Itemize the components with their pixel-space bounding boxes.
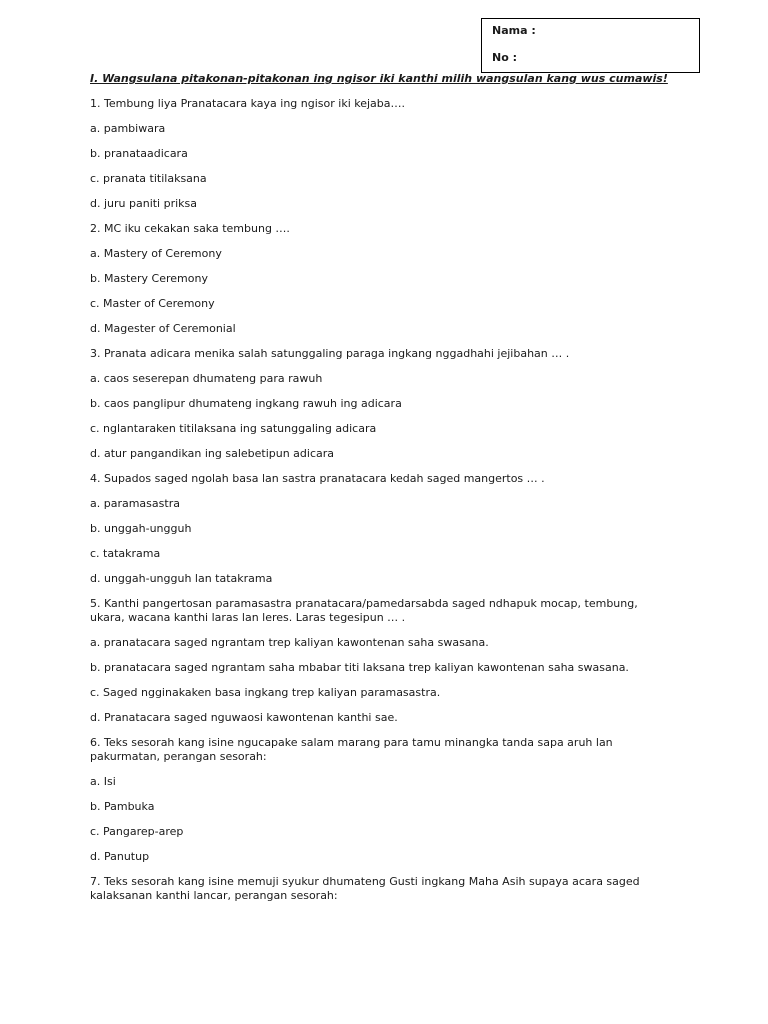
question-3-option-c: c. nglantaraken titilaksana ing satunggaling adicara [90, 422, 377, 435]
question-1-option-d: d. juru paniti priksa [90, 197, 198, 210]
question-6-option-c: c. Pangarep-arep [90, 825, 184, 838]
question-3: 3. Pranata adicara menika salah satunggaling paraga ingkang nggadhahi jejibahan … . [90, 347, 570, 360]
question-2-option-d: d. Magester of Ceremonial [90, 322, 236, 335]
question-4: 4. Supados saged ngolah basa lan sastra pranatacara kedah saged mangertos … . [90, 472, 545, 485]
question-1-option-b: b. pranataadicara [90, 147, 188, 160]
question-6-option-b: b. Pambuka [90, 800, 155, 813]
question-2-option-c: c. Master of Ceremony [90, 297, 215, 310]
question-4-option-a: a. paramasastra [90, 497, 180, 510]
instruction-heading: I. Wangsulana pitakonan-pitakonan ing ngisor iki kanthi milih wangsulan kang wus cumawis! [90, 72, 668, 85]
question-6: 6. Teks sesorah kang isine ngucapake salam marang para tamu minangka tanda sapa aruh lan pakurmatan, perangan sesorah: [90, 736, 613, 763]
question-2: 2. MC iku cekakan saka tembung …. [90, 222, 290, 235]
question-6-option-d: d. Panutup [90, 850, 150, 863]
question-4-option-c: c. tatakrama [90, 547, 161, 560]
question-4-option-d: d. unggah-ungguh lan tatakrama [90, 572, 273, 585]
student-identity-box [481, 18, 700, 73]
question-6-option-a: a. Isi [90, 775, 116, 788]
question-5-option-d: d. Pranatacara saged nguwaosi kawontenan kanthi sae. [90, 711, 398, 724]
number-label: No : [492, 51, 517, 64]
name-label: Nama : [492, 24, 536, 37]
question-2-option-b: b. Mastery Ceremony [90, 272, 208, 285]
question-1-option-c: c. pranata titilaksana [90, 172, 207, 185]
question-3-option-d: d. atur pangandikan ing salebetipun adicara [90, 447, 335, 460]
question-2-option-a: a. Mastery of Ceremony [90, 247, 222, 260]
worksheet-content [90, 72, 668, 914]
question-1: 1. Tembung liya Pranatacara kaya ing ngisor iki kejaba…. [90, 97, 406, 110]
question-5: 5. Kanthi pangertosan paramasastra pranatacara/pamedarsabda saged ndhapuk mocap, tembung, ukara, wacana kanthi laras lan leres. Laras tegesipun … . [90, 597, 638, 624]
question-5-option-a: a. pranatacara saged ngrantam trep kaliyan kawontenan saha swasana. [90, 636, 489, 649]
question-3-option-a: a. caos seserepan dhumateng para rawuh [90, 372, 323, 385]
question-4-option-b: b. unggah-ungguh [90, 522, 192, 535]
question-1-option-a: a. pambiwara [90, 122, 166, 135]
question-5-option-c: c. Saged ngginakaken basa ingkang trep kaliyan paramasastra. [90, 686, 441, 699]
question-5-option-b: b. pranatacara saged ngrantam saha mbabar titi laksana trep kaliyan kawontenan saha swasana. [90, 661, 629, 674]
question-3-option-b: b. caos panglipur dhumateng ingkang rawuh ing adicara [90, 397, 402, 410]
question-7: 7. Teks sesorah kang isine memuji syukur dhumateng Gusti ingkang Maha Asih supaya acara saged kalaksanan kanthi lancar, perangan sesorah: [90, 875, 640, 902]
